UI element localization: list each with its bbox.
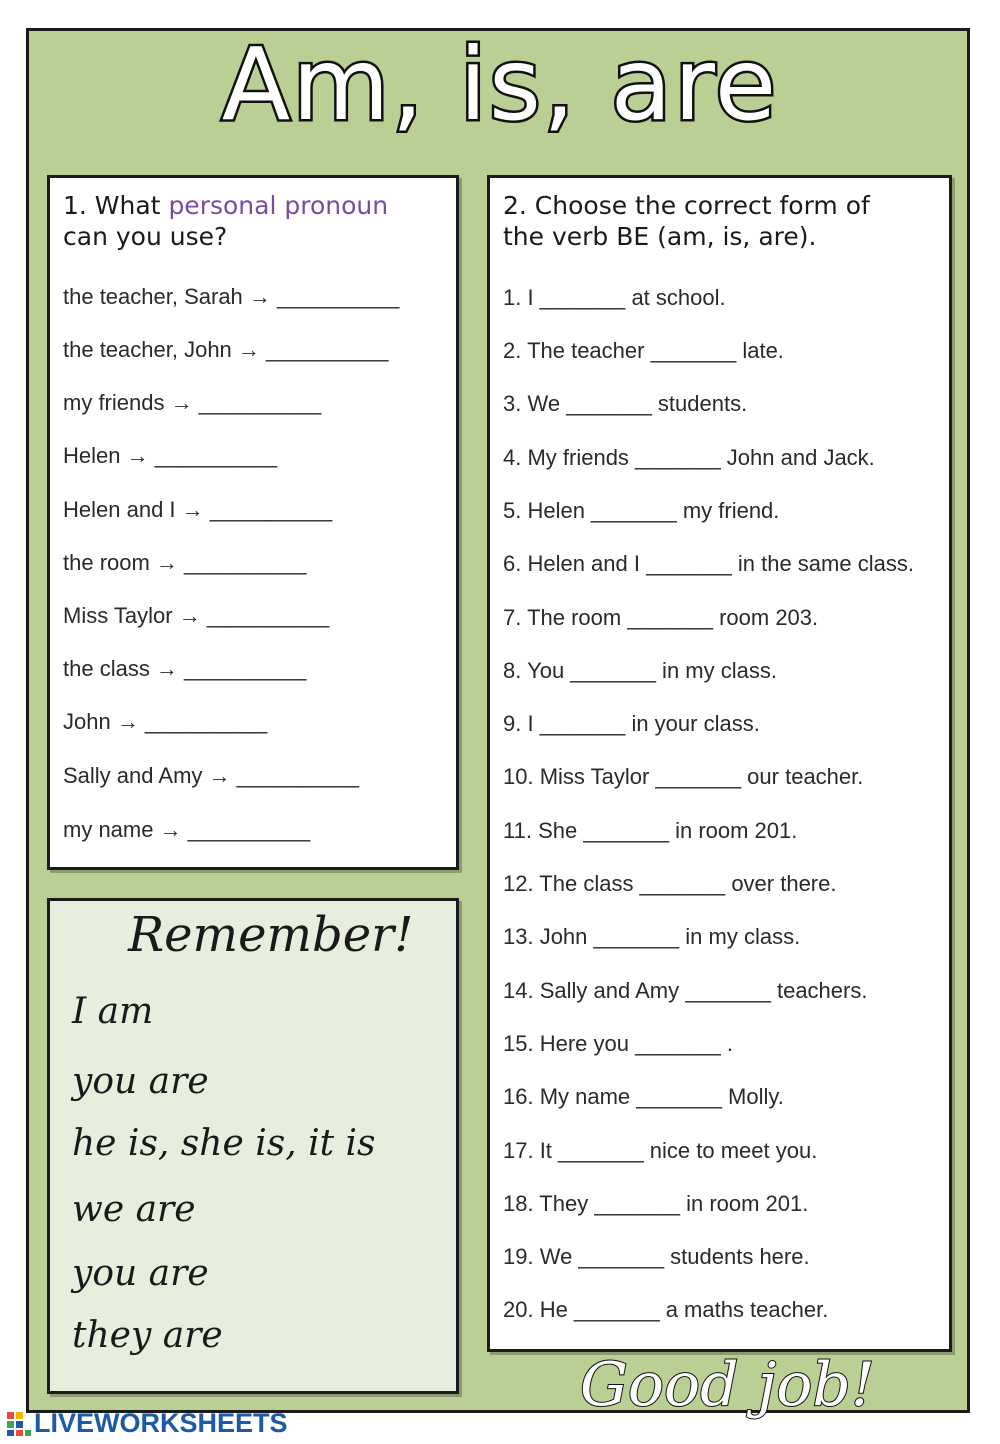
- verb-item[interactable]: 1. I _______ at school.: [503, 285, 726, 310]
- remember-line: we are: [72, 1189, 196, 1230]
- exercise-2-heading-line1: 2. Choose the correct form of: [503, 191, 870, 220]
- pronoun-item[interactable]: my name → __________: [63, 817, 311, 842]
- exercise-1-heading: [63, 190, 388, 252]
- pronoun-item[interactable]: Sally and Amy → __________: [63, 763, 359, 788]
- pronoun-item[interactable]: my friends → __________: [63, 390, 322, 415]
- verb-item[interactable]: 5. Helen _______ my friend.: [503, 498, 780, 523]
- worksheet-title: Am, is, are: [221, 26, 779, 143]
- verb-item[interactable]: 4. My friends _______ John and Jack.: [503, 445, 875, 470]
- pronoun-item[interactable]: the class → __________: [63, 656, 307, 681]
- exercise-1-heading-highlight: personal pronoun: [168, 191, 389, 220]
- remember-line: they are: [72, 1315, 223, 1356]
- remember-line: you are: [72, 1061, 209, 1102]
- verb-item[interactable]: 12. The class _______ over there.: [503, 871, 837, 896]
- brand-text: LIVEWORKSHEETS: [34, 1408, 288, 1438]
- pronoun-item[interactable]: Helen → __________: [63, 443, 278, 468]
- remember-line: he is, she is, it is: [72, 1123, 376, 1164]
- remember-line: you are: [72, 1253, 209, 1294]
- exercise-2-heading-line2: the verb BE (am, is, are).: [503, 222, 817, 251]
- verb-item[interactable]: 17. It _______ nice to meet you.: [503, 1138, 818, 1163]
- remember-line: I am: [72, 991, 154, 1032]
- verb-item[interactable]: 9. I _______ in your class.: [503, 711, 760, 736]
- verb-item[interactable]: 8. You _______ in my class.: [503, 658, 777, 683]
- verb-item[interactable]: 15. Here you _______ .: [503, 1031, 733, 1056]
- pronoun-item[interactable]: Helen and I → __________: [63, 497, 333, 522]
- exercise-1-heading-prefix: 1. What: [63, 191, 169, 220]
- remember-title: Remember!: [128, 907, 414, 963]
- pronoun-item[interactable]: the teacher, Sarah → __________: [63, 284, 400, 309]
- verb-item[interactable]: 7. The room _______ room 203.: [503, 605, 819, 630]
- pronoun-item[interactable]: John → __________: [63, 709, 268, 734]
- verb-item[interactable]: 2. The teacher _______ late.: [503, 338, 784, 363]
- verb-item[interactable]: 18. They _______ in room 201.: [503, 1191, 809, 1216]
- verb-item[interactable]: 19. We _______ students here.: [503, 1244, 810, 1269]
- exercise-2-panel: [487, 175, 952, 1352]
- exercise-2-heading: [503, 190, 870, 252]
- pronoun-item[interactable]: the room → __________: [63, 550, 307, 575]
- verb-item[interactable]: 14. Sally and Amy _______ teachers.: [503, 978, 868, 1003]
- exercise-1-heading-suffix: can you use?: [63, 222, 228, 251]
- liveworksheets-logo[interactable]: [6, 1408, 288, 1439]
- verb-item[interactable]: 11. She _______ in room 201.: [503, 818, 798, 843]
- pronoun-item[interactable]: Miss Taylor → __________: [63, 603, 330, 628]
- verb-item[interactable]: 10. Miss Taylor _______ our teacher.: [503, 764, 864, 789]
- good-job-text: Good job!: [580, 1350, 875, 1420]
- verb-item[interactable]: 6. Helen and I _______ in the same class.: [503, 551, 914, 576]
- verb-item[interactable]: 20. He _______ a maths teacher.: [503, 1297, 829, 1322]
- verb-item[interactable]: 13. John _______ in my class.: [503, 924, 801, 949]
- verb-item[interactable]: 3. We _______ students.: [503, 391, 748, 416]
- verb-item[interactable]: 16. My name _______ Molly.: [503, 1084, 784, 1109]
- remember-panel: [47, 898, 459, 1394]
- exercise-1-panel: [47, 175, 459, 870]
- grid-logo-icon: [6, 1411, 32, 1437]
- pronoun-item[interactable]: the teacher, John → __________: [63, 337, 389, 362]
